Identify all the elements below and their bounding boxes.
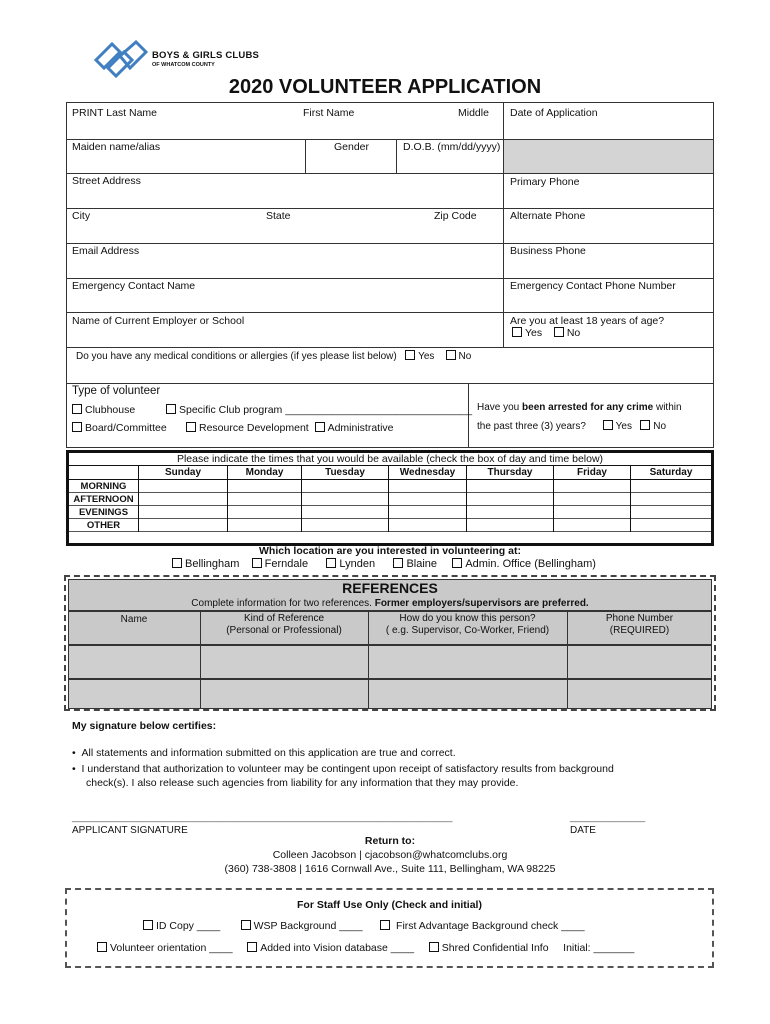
certify-bullet-2-text: I understand that authorization to volunteer may be contingent upon receipt of satisfactory results from background [81, 763, 614, 775]
id-copy-label: ID Copy ____ [156, 920, 221, 932]
time-evenings: EVENINGS [78, 507, 129, 518]
logo-line1: BOYS & GIRLS CLUBS [152, 50, 260, 61]
arrest-q-part1: Have you [477, 402, 523, 413]
medical-no-label: No [458, 351, 472, 362]
staff-row1 [143, 920, 585, 932]
maiden-name-label: Maiden name/alias [72, 141, 161, 153]
ref-col-phone-2: (REQUIRED) [609, 625, 670, 636]
orientation-checkbox[interactable] [97, 942, 107, 952]
certify-bullet-1: • All statements and information submitted on this application are true and correct. [72, 747, 456, 759]
day-friday: Friday [576, 467, 607, 478]
first-advantage-label: First Advantage Background check ____ [396, 920, 585, 932]
specific-club-label: Specific Club program [179, 404, 283, 416]
board-label: Board/Committee [85, 422, 167, 434]
administrative-label: Administrative [327, 422, 394, 434]
age-answer [512, 327, 580, 339]
gender-label: Gender [334, 141, 370, 153]
ref-col-phone-1: Phone Number [605, 613, 674, 624]
specific-club-row [166, 404, 472, 416]
initial-label[interactable]: Initial: _______ [563, 942, 635, 954]
logo [90, 40, 260, 80]
certify-heading: My signature below certifies: [72, 720, 217, 732]
primary-phone-label: Primary Phone [510, 176, 580, 188]
availability-instruction: Please indicate the times that you would be available (check the box of day and time below) [176, 453, 604, 465]
admin-office-label: Admin. Office (Bellingham) [465, 558, 596, 570]
references-note [68, 598, 712, 609]
employer-label: Name of Current Employer or School [72, 315, 245, 327]
emergency-contact-phone-label: Emergency Contact Phone Number [510, 280, 676, 292]
medical-yes-checkbox[interactable] [405, 350, 415, 360]
lynden-label: Lynden [339, 558, 376, 570]
date-of-application-label: Date of Application [510, 107, 598, 119]
clubhouse-label: Clubhouse [85, 404, 136, 416]
day-thursday: Thursday [487, 467, 533, 478]
clubhouse-checkbox[interactable] [72, 404, 82, 414]
resource-label: Resource Development [199, 422, 309, 434]
arrest-no-label: No [653, 421, 667, 432]
day-sunday: Sunday [164, 467, 202, 478]
first-advantage-checkbox[interactable] [380, 920, 390, 930]
arrest-yes-label: Yes [615, 421, 632, 432]
middle-label: Middle [458, 107, 489, 119]
day-monday: Monday [245, 467, 284, 478]
vision-label: Added into Vision database ____ [260, 942, 415, 954]
references-heading: REFERENCES [342, 580, 438, 596]
lynden-checkbox[interactable] [326, 558, 336, 568]
date-line[interactable]: _______________ [570, 812, 646, 822]
signature-label: APPLICANT SIGNATURE [72, 825, 188, 836]
ferndale-checkbox[interactable] [252, 558, 262, 568]
street-address-label: Street Address [72, 175, 141, 187]
page-title: 2020 VOLUNTEER APPLICATION [228, 76, 542, 98]
age-no-label: No [566, 327, 581, 339]
arrest-yes-checkbox[interactable] [603, 420, 613, 430]
administrative-checkbox[interactable] [315, 422, 325, 432]
location-options [172, 558, 596, 570]
ref-col-kind-2: (Personal or Professional) [226, 625, 342, 636]
medical-question-label: Do you have any medical conditions or allergies (if yes please list below) [76, 351, 397, 362]
age-yes-label: Yes [525, 327, 543, 339]
volunteer-type-heading: Type of volunteer [72, 385, 161, 397]
volunteer-row1 [72, 404, 135, 416]
emergency-contact-name-label: Emergency Contact Name [72, 280, 196, 292]
age-question-label: Are you at least 18 years of age? [510, 315, 665, 327]
resource-row [186, 422, 394, 434]
board-checkbox[interactable] [72, 422, 82, 432]
shred-label: Shred Confidential Info [441, 942, 549, 954]
id-copy-checkbox[interactable] [143, 920, 153, 930]
wsp-checkbox[interactable] [241, 920, 251, 930]
blaine-label: Blaine [406, 558, 438, 570]
time-morning: MORNING [80, 481, 127, 492]
blaine-checkbox[interactable] [393, 558, 403, 568]
last-name-label: PRINT Last Name [72, 107, 157, 119]
volunteer-type-box [66, 384, 714, 448]
email-address-label: Email Address [72, 245, 140, 257]
wsp-label: WSP Background ____ [253, 920, 363, 932]
return-heading: Return to: [364, 835, 416, 847]
ref-col-how-1: How do you know this person? [399, 613, 536, 624]
certify-bullet-1-text: All statements and information submitted on this application are true and correct. [81, 747, 456, 759]
references-note-bold: Former employers/supervisors are preferred. [374, 598, 589, 609]
arrest-question-line2 [477, 420, 666, 432]
time-afternoon: AFTERNOON [73, 494, 134, 505]
medical-no-checkbox[interactable] [446, 350, 456, 360]
date-label: DATE [570, 825, 596, 836]
bellingham-label: Bellingham [185, 558, 240, 570]
day-saturday: Saturday [649, 467, 693, 478]
day-tuesday: Tuesday [325, 467, 365, 478]
time-other: OTHER [86, 520, 121, 531]
arrest-no-checkbox[interactable] [640, 420, 650, 430]
ref-col-how-2: ( e.g. Supervisor, Co-Worker, Friend) [385, 625, 550, 636]
medical-question [76, 350, 471, 362]
age-no-checkbox[interactable] [554, 327, 564, 337]
logo-line2: OF WHATCOM COUNTY [152, 62, 215, 68]
state-label: State [266, 210, 291, 222]
specific-club-checkbox[interactable] [166, 404, 176, 414]
city-label: City [72, 210, 91, 222]
signature-line[interactable]: ____________________________________________________________________________ [72, 812, 453, 822]
arrest-q-bold: been arrested for any crime [522, 402, 654, 413]
orientation-label: Volunteer orientation ____ [110, 942, 233, 954]
arrest-q-part2: within [653, 402, 682, 413]
staff-row2 [97, 942, 634, 954]
return-line2: (360) 738-3808 | 1616 Cornwall Ave., Suite 111, Bellingham, WA 98225 [224, 863, 556, 875]
specific-club-blank[interactable]: ________________________________ [285, 404, 473, 416]
medical-yes-label: Yes [418, 351, 435, 362]
ferndale-label: Ferndale [264, 558, 309, 570]
zip-code-label: Zip Code [434, 210, 477, 222]
arrest-q-line2: the past three (3) years? [477, 421, 586, 432]
vision-checkbox[interactable] [247, 942, 257, 952]
bellingham-checkbox[interactable] [172, 558, 182, 568]
return-line1: Colleen Jacobson | cjacobson@whatcomclubs.org [272, 849, 508, 861]
dob-label: D.O.B. (mm/dd/yyyy) [403, 141, 501, 153]
alternate-phone-label: Alternate Phone [510, 210, 586, 222]
references-note-plain: Complete information for two references. [191, 598, 375, 609]
shred-checkbox[interactable] [429, 942, 439, 952]
business-phone-label: Business Phone [510, 245, 586, 257]
arrest-question [477, 402, 682, 413]
location-question: Which location are you interested in volunteering at: [259, 545, 521, 557]
volunteer-row2 [72, 422, 167, 434]
admin-office-checkbox[interactable] [452, 558, 462, 568]
certify-bullet-2-line2: check(s). I also release such agencies from liability for any information that they may provide. [86, 777, 519, 789]
ref-col-kind-1: Kind of Reference [243, 613, 325, 624]
resource-checkbox[interactable] [186, 422, 196, 432]
certify-bullet-2: • I understand that authorization to volunteer may be contingent upon receipt of satisfactory results from background [72, 763, 614, 775]
day-wednesday: Wednesday [399, 467, 456, 478]
ref-col-name: Name [120, 614, 148, 625]
age-yes-checkbox[interactable] [512, 327, 522, 337]
first-name-label: First Name [303, 107, 355, 119]
club-logo-icon [90, 40, 150, 78]
staff-use-heading: For Staff Use Only (Check and initial) [297, 899, 482, 911]
